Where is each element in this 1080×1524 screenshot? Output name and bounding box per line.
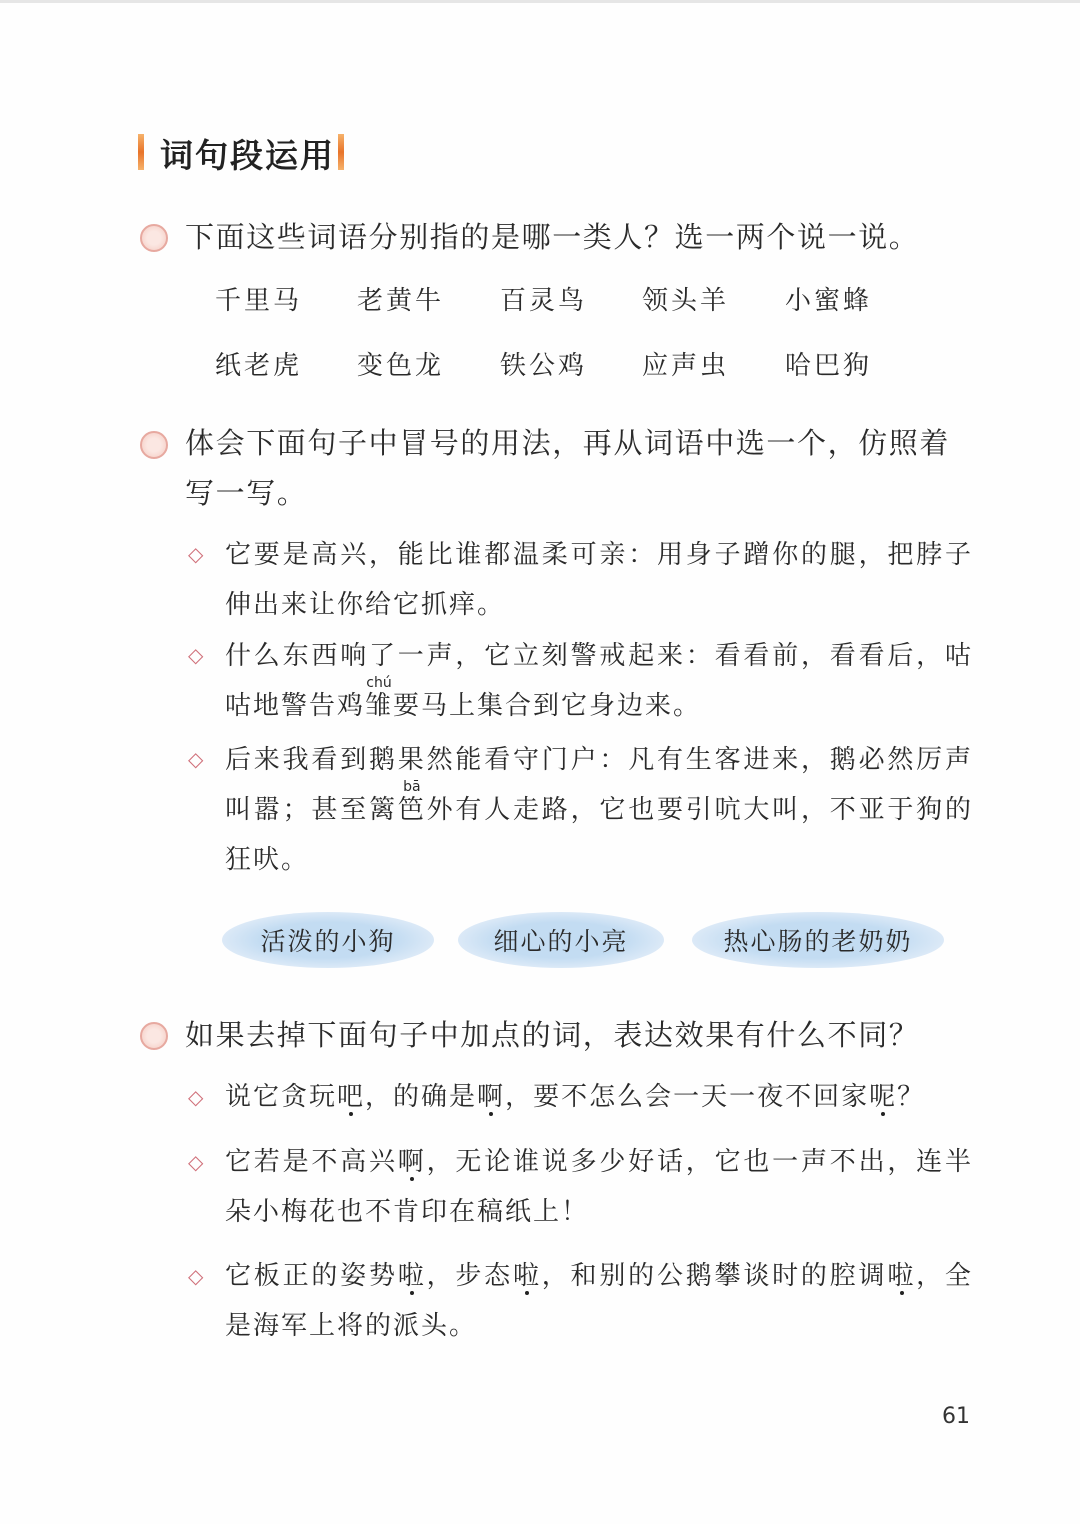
question-3: 如果去掉下面句子中加点的词，表达效果有什么不同？ — [185, 1018, 920, 1052]
question-2: 体会下面句子中冒号的用法，再从词语中选一个，仿照着写一写。 — [185, 426, 951, 510]
sentence-text: 外有人走路，它也要引吭大叫，不亚于狗的狂吠。 — [225, 795, 973, 875]
word: 小蜜蜂 — [785, 286, 873, 316]
sentence: 它板正的姿势啦，步态啦，和别的公鹅攀谈时的腔调啦，全是海军上将的派头。 — [225, 1261, 973, 1341]
emphasized-word: 啊 — [397, 1147, 427, 1177]
word: 百灵鸟 — [500, 286, 588, 316]
word: 铁公鸡 — [500, 351, 588, 381]
diamond-icon: ◇ — [188, 1150, 204, 1174]
question-icon — [140, 224, 168, 252]
emphasized-word: 吧 — [337, 1082, 366, 1112]
word: 领头羊 — [642, 286, 730, 316]
word: 千里马 — [215, 286, 303, 316]
sentence: 它若是不高兴啊，无论谁说多少好话，它也一声不出，连半朵小梅花也不肯印在稿纸上！ — [225, 1147, 973, 1227]
question-icon — [140, 431, 168, 459]
pinyin-annotated-char: 笆bā — [397, 779, 427, 825]
title-bar-left — [138, 134, 144, 170]
diamond-icon: ◇ — [188, 1264, 204, 1288]
sentence-text: 要马上集合到它身边来。 — [393, 691, 702, 721]
emphasized-word: 啦 — [512, 1261, 542, 1291]
word: 纸老虎 — [215, 351, 303, 381]
diamond-icon: ◇ — [188, 1085, 204, 1109]
emphasized-word: 啦 — [887, 1261, 917, 1291]
emphasized-word: 啊 — [477, 1082, 506, 1112]
emphasized-word: 呢 — [869, 1082, 898, 1112]
diamond-icon: ◇ — [188, 542, 204, 566]
top-border — [0, 0, 1080, 3]
word-bubble: 活泼的小狗 — [222, 912, 434, 968]
word-bubble: 细心的小亮 — [458, 912, 664, 968]
word-bubble: 热心肠的老奶奶 — [692, 912, 944, 968]
sentence-text: 什么东西响了一声，它立刻警戒起来：看看前，看看后，咕咕地警告鸡 — [225, 641, 973, 721]
sentence: 它要是高兴，能比谁都温柔可亲：用身子蹭你的腿，把脖子伸出来让你给它抓痒。 — [225, 540, 973, 620]
word: 应声虫 — [642, 351, 730, 381]
title-bar-right — [338, 134, 344, 170]
sentence-text: 后来我看到鹅果然能看守门户：凡有生客进来，鹅必然厉声叫嚣；甚至篱 — [225, 745, 973, 825]
emphasized-word: 啦 — [397, 1261, 427, 1291]
diamond-icon: ◇ — [188, 747, 204, 771]
question-icon — [140, 1022, 168, 1050]
sentence — [225, 631, 973, 731]
word: 变色龙 — [357, 351, 445, 381]
sentence — [225, 735, 973, 885]
section-title: 词句段运用 — [160, 136, 335, 175]
pinyin-annotated-char: 雏chú — [365, 675, 394, 721]
page-number: 61 — [942, 1404, 970, 1429]
question-1: 下面这些词语分别指的是哪一类人？选一两个说一说。 — [185, 220, 920, 254]
diamond-icon: ◇ — [188, 643, 204, 667]
word: 哈巴狗 — [785, 351, 873, 381]
sentence: 说它贪玩吧，的确是啊，要不怎么会一天一夜不回家呢？ — [225, 1082, 926, 1112]
word: 老黄牛 — [357, 286, 445, 316]
